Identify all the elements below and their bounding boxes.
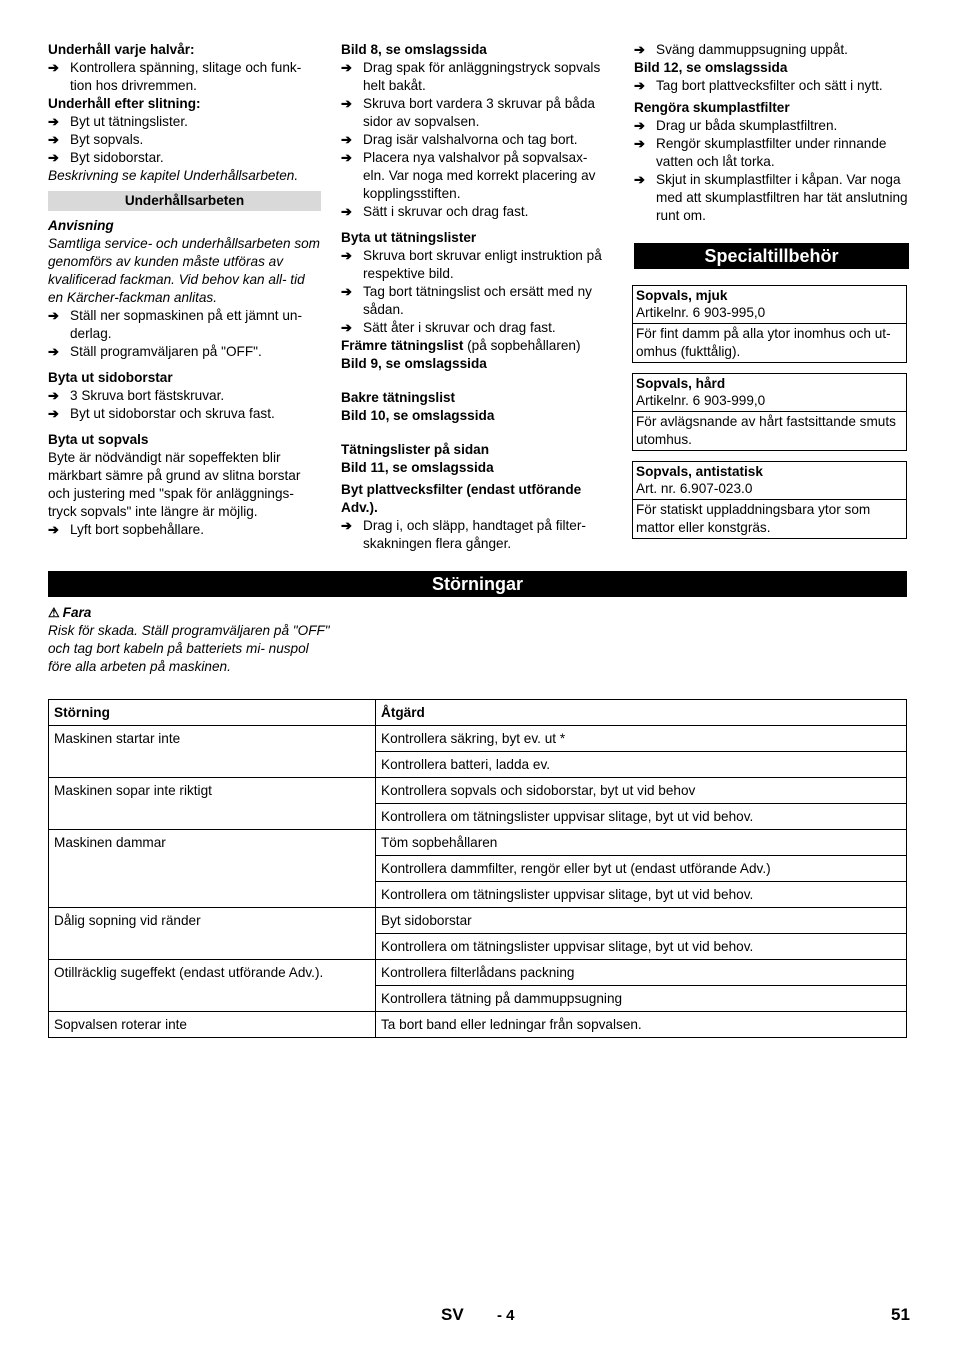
section-title-specialtillbehor: Specialtillbehör <box>634 243 909 269</box>
bild10-ref: Bild 10, se omslagssida <box>341 408 495 423</box>
header-atgard: Åtgärd <box>376 700 907 726</box>
accessory-article: Artikelnr. 6 903-995,0 <box>636 305 766 320</box>
column-3 <box>634 41 909 539</box>
step-b8-2: ➔ Skruva bort vardera 3 skruvar på båda sidor av sopvalsen. <box>341 95 613 131</box>
accessory-desc: För avlägsnande av hårt fastsittande smuts utomhus. <box>633 411 906 450</box>
accessory-article: Art. nr. 6.907-023.0 <box>636 481 753 496</box>
header-storning: Störning <box>49 700 376 726</box>
fault-cell: Otillräcklig sugeffekt (endast utförande Adv.). <box>49 960 376 1012</box>
step-b8-1: ➔ Drag spak för anläggningstryck sopvals helt bakåt. <box>341 59 613 95</box>
fault-cell: Maskinen startar inte <box>49 726 376 778</box>
danger-warning <box>48 604 333 676</box>
step-skum-3: ➔ Skjut in skumplastfilter i kåpan. Var noga med att skumplastfiltren har tät anslutning runt om. <box>634 171 909 225</box>
bakre-tatningslist: Bakre tätningslist <box>341 390 456 405</box>
action-cell: Töm sopbehållaren <box>376 830 907 856</box>
heading-bild12: Bild 12, se omslagssida <box>634 60 788 75</box>
column-2 <box>341 41 613 553</box>
fault-cell: Sopvalsen roterar inte <box>49 1012 376 1038</box>
step-sido-1: ➔ 3 Skruva bort fästskruvar. <box>48 387 321 405</box>
framre-tatningslist <box>341 337 613 355</box>
step-sopvals-1: ➔ Lyft bort sopbehållare. <box>48 521 321 539</box>
action-cell: Ta bort band eller ledningar från sopvalsen. <box>376 1012 907 1038</box>
action-cell: Kontrollera om tätningslister uppvisar slitage, byt ut vid behov. <box>376 934 907 960</box>
action-cell: Kontrollera om tätningslister uppvisar slitage, byt ut vid behov. <box>376 804 907 830</box>
fault-cell: Dålig sopning vid ränder <box>49 908 376 960</box>
accessory-article: Artikelnr. 6 903-999,0 <box>636 393 766 408</box>
step-t-3: ➔ Sätt åter i skruvar och drag fast. <box>341 319 613 337</box>
accessory-name: Sopvals, antistatisk <box>636 464 763 479</box>
action-cell: Kontrollera säkring, byt ev. ut * <box>376 726 907 752</box>
fault-cell: Maskinen dammar <box>49 830 376 908</box>
anvisning-text: Samtliga service- och underhållsarbeten som genomförs av kunden måste utföras av kvalificerad fackman. Vid behov kan all- tid en Kärcher-fackman anlitas. <box>48 236 321 305</box>
step-t-2: ➔ Tag bort tätningslist och ersätt med ny sådan. <box>341 283 613 319</box>
action-cell: Kontrollera om tätningslister uppvisar slitage, byt ut vid behov. <box>376 882 907 908</box>
accessory-name: Sopvals, mjuk <box>636 288 728 303</box>
heading-skumplastfilter: Rengöra skumplastfilter <box>634 100 790 115</box>
step-slitning-1: ➔ Byt ut tätningslister. <box>48 113 321 131</box>
table-row <box>49 778 907 804</box>
table-row <box>49 908 907 934</box>
action-cell: Kontrollera tätning på dammuppsugning <box>376 986 907 1012</box>
warning-triangle-icon: ⚠ <box>48 605 60 620</box>
beskrivning-note: Beskrivning se kapitel Underhållsarbeten. <box>48 168 299 183</box>
step-b8-3: ➔ Drag isär valshalvorna och tag bort. <box>341 131 613 149</box>
table-row <box>49 1012 907 1038</box>
step-platt-1: ➔ Drag i, och släpp, handtaget på filter- skakningen flera gånger. <box>341 517 613 553</box>
heading-sopvals: Byta ut sopvals <box>48 432 149 447</box>
accessory-desc: För statiskt uppladdningsbara ytor som mattor eller konstgräs. <box>633 499 906 538</box>
step-b12-1: ➔ Tag bort plattvecksfilter och sätt i nytt. <box>634 77 909 95</box>
accessory-box <box>632 461 907 539</box>
table-row <box>49 960 907 986</box>
step-sido-2: ➔ Byt ut sidoborstar och skruva fast. <box>48 405 321 423</box>
step-svang: ➔ Sväng dammuppsugning uppåt. <box>634 41 909 59</box>
heading-sidoborstar: Byta ut sidoborstar <box>48 370 173 385</box>
action-cell: Kontrollera filterlådans packning <box>376 960 907 986</box>
step-slitning-2: ➔ Byt sopvals. <box>48 131 321 149</box>
step-t-1: ➔ Skruva bort skruvar enligt instruktion på respektive bild. <box>341 247 613 283</box>
accessory-box <box>632 373 907 451</box>
anvisning-label: Anvisning <box>48 218 114 233</box>
accessory-box <box>632 285 907 363</box>
action-cell: Kontrollera batteri, ladda ev. <box>376 752 907 778</box>
heading-halvar: Underhåll varje halvår: <box>48 42 195 57</box>
bild11-ref: Bild 11, se omslagssida <box>341 460 494 475</box>
sopvals-text: Byte är nödvändigt när sopeffekten blir märkbart sämre på grund av slitna borstar och justering med "spak för anläggnings- tryck sopvals" inte längre är möjlig. <box>48 450 301 519</box>
section-title-underhallsarbeten: Underhållsarbeten <box>48 191 321 211</box>
table-header-row <box>49 700 907 726</box>
step-anvisning-1: ➔ Ställ ner sopmaskinen på ett jämnt un- derlag. <box>48 307 321 343</box>
troubleshooting-table <box>48 699 907 1038</box>
table-row <box>49 726 907 752</box>
action-cell: Kontrollera dammfilter, rengör eller byt ut (endast utförande Adv.) <box>376 856 907 882</box>
heading-plattvecksfilter: Byt plattvecksfilter (endast utförande Adv.). <box>341 482 582 515</box>
danger-text: Risk för skada. Ställ programväljaren på "OFF" och tag bort kabeln på batteriets mi- nuspol före alla arbeten på maskinen. <box>48 623 330 674</box>
step-skum-1: ➔ Drag ur båda skumplastfiltren. <box>634 117 909 135</box>
framre-rest: (på sopbehållaren) <box>463 338 581 353</box>
step-halvar-1: ➔ Kontrollera spänning, slitage och funk- tion hos drivremmen. <box>48 59 321 95</box>
step-b8-4: ➔ Placera nya valshalvor på sopvalsax- eln. Var noga med korrekt placering av kopplingsstiften. <box>341 149 613 203</box>
bild9-ref: Bild 9, se omslagssida <box>341 356 487 371</box>
accessory-desc: För fint damm på alla ytor inomhus och ut- omhus (fukttålig). <box>633 323 906 362</box>
accessory-name: Sopvals, hård <box>636 376 726 391</box>
footer-language: SV <box>441 1305 464 1324</box>
framre-bold: Främre tätningslist <box>341 338 464 353</box>
step-slitning-3: ➔ Byt sidoborstar. <box>48 149 321 167</box>
tatningslister-sidan: Tätningslister på sidan <box>341 442 490 457</box>
step-anvisning-2: ➔ Ställ programväljaren på "OFF". <box>48 343 321 361</box>
fault-cell: Maskinen sopar inte riktigt <box>49 778 376 830</box>
page-number: 51 <box>891 1305 910 1324</box>
action-cell: Byt sidoborstar <box>376 908 907 934</box>
heading-bild8: Bild 8, se omslagssida <box>341 42 487 57</box>
danger-label: Fara <box>62 605 92 620</box>
action-cell: Kontrollera sopvals och sidoborstar, byt ut vid behov <box>376 778 907 804</box>
step-skum-2: ➔ Rengör skumplastfilter under rinnande vatten och låt torka. <box>634 135 909 171</box>
step-b8-5: ➔ Sätt i skruvar och drag fast. <box>341 203 613 221</box>
section-title-storningar: Störningar <box>48 571 907 597</box>
footer-section: - 4 <box>497 1307 515 1324</box>
heading-tatningslister: Byta ut tätningslister <box>341 230 477 245</box>
column-1 <box>48 41 321 539</box>
heading-slitning: Underhåll efter slitning: <box>48 96 201 111</box>
table-row <box>49 830 907 856</box>
